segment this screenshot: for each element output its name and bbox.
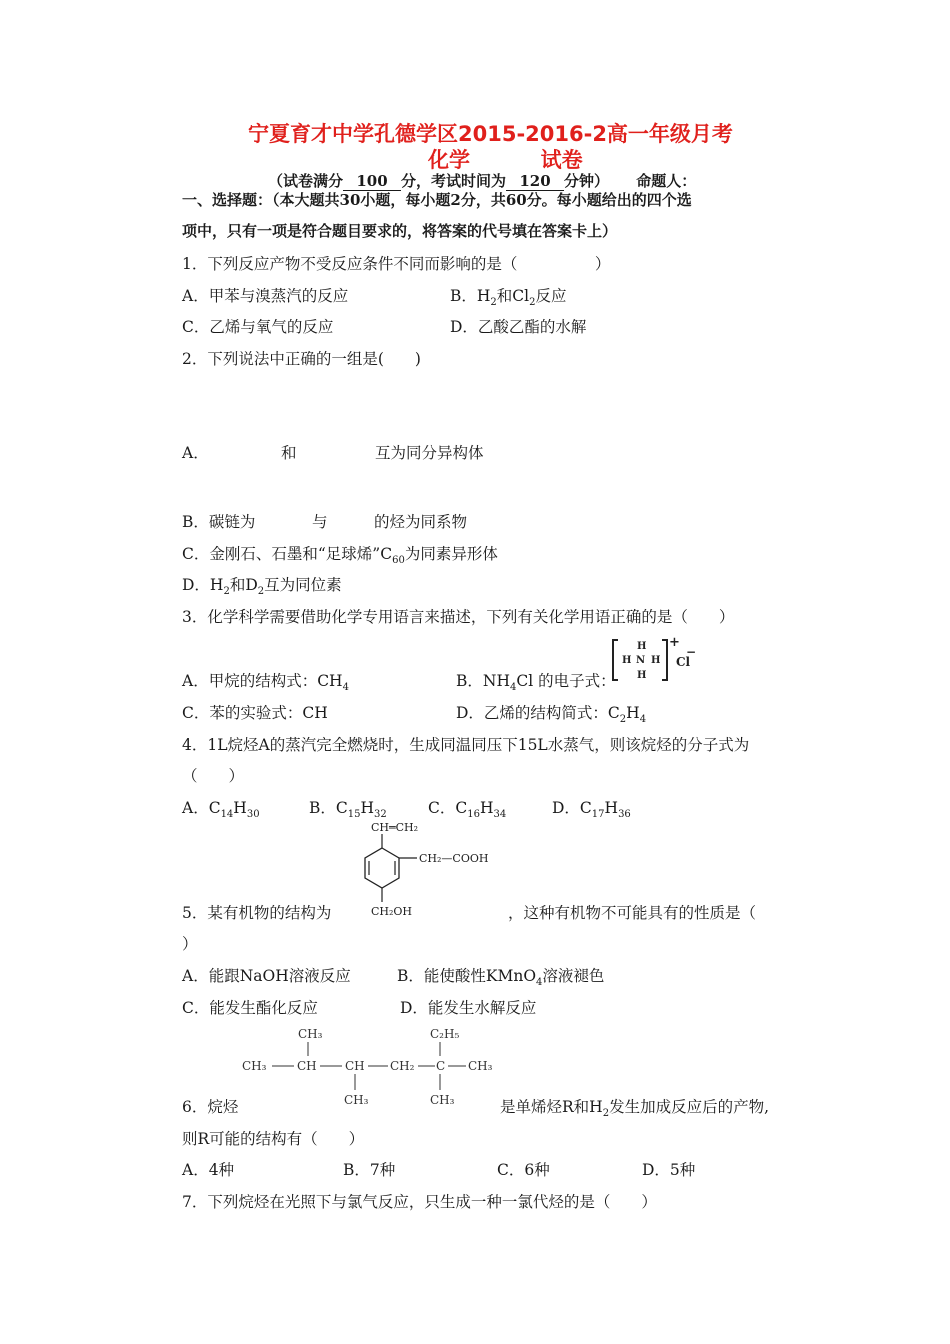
info-prefix: （试卷满分 — [268, 172, 344, 190]
q5-structure-diagram — [355, 818, 515, 922]
svg-text:H: H — [637, 641, 647, 652]
svg-text:Cl: Cl — [676, 655, 691, 669]
q1-stem: 1．下列反应产物不受反应条件不同而影响的是（ ） — [182, 255, 611, 273]
svg-text:+: + — [669, 635, 680, 650]
svg-text:CH═CH₂: CH═CH₂ — [371, 821, 419, 834]
svg-text:−: − — [686, 645, 697, 659]
svg-text:H: H — [637, 670, 647, 681]
q6-stem-line2: 则R可能的结构有（ ） — [182, 1130, 365, 1148]
svg-text:CH₂OH: CH₂OH — [371, 905, 413, 918]
q2-option-c: C．金刚石、石墨和“足球烯$”C_{60}$为同素异形体 — [182, 545, 498, 567]
q6-option-c: C．6种 — [497, 1161, 550, 1179]
svg-text:CH₃: CH₃ — [242, 1059, 267, 1073]
q3-stem: 3．化学科学需要借助化学专用语言来描述，下列有关化学用语正确的是（ ） — [182, 608, 735, 626]
q2-option-a-text: 互为同分异构体 — [375, 444, 484, 462]
q3-option-b: B．$NH_4Cl$ 的电子式： — [456, 672, 616, 694]
q4-stem: 4．1L烷烃A的蒸汽完全燃烧时，生成同温同压下15L水蒸气，则该烷烃的分子式为 — [182, 736, 750, 754]
q3-option-c: C．苯的实验式：CH — [182, 704, 328, 722]
q3-option-d: D．乙烯的结构简式：$C_2H_4$ — [456, 704, 647, 726]
q4-paren: （ ） — [182, 767, 245, 785]
q6-option-b: B．7种 — [343, 1161, 396, 1179]
q1-option-d: D．乙酸乙酯的水解 — [450, 318, 587, 336]
info-suffix: 分钟） — [564, 172, 610, 190]
paper-label: 试卷 — [540, 148, 583, 172]
q5-option-c: C．能发生酯化反应 — [182, 999, 318, 1017]
svg-text:C₂H₅: C₂H₅ — [430, 1027, 460, 1041]
svg-text:H: H — [622, 655, 632, 666]
subject-name: 化学 — [428, 148, 470, 172]
section-instructions-line1: 一、选择题：（本大题共30小题，每小题2分，共60分。每小题给出的四个选 — [182, 191, 692, 209]
svg-text:CH₃: CH₃ — [298, 1027, 323, 1041]
q5-option-b: B．能使酸性KMnO$_4$溶液褪色 — [397, 967, 605, 989]
svg-text:C: C — [436, 1059, 446, 1073]
q6-stem-start: 6．烷烃 — [182, 1098, 239, 1116]
q6-stem-end: 是单烯烃R和$H_2$发生加成反应后的产物, — [500, 1098, 770, 1120]
svg-text:CH₂: CH₂ — [390, 1059, 415, 1073]
q4-option-b: B．$C_{15}H_{32}$ — [309, 799, 387, 821]
q2-option-b-text: 的烃为同系物 — [374, 513, 468, 531]
q2-option-a-and: 和 — [281, 444, 297, 462]
q2-stem: 2．下列说法中正确的一组是( ) — [182, 350, 421, 368]
q1-option-b: B．$H_2$和$Cl_2$反应 — [450, 287, 567, 309]
info-mid: 分，考试时间为 — [401, 172, 507, 190]
svg-text:CH₃: CH₃ — [430, 1093, 455, 1107]
q2-option-b-label: B．碳链为 — [182, 513, 256, 531]
author-label: 命题人： — [636, 172, 697, 190]
time-value: 120 — [506, 172, 564, 191]
q4-option-d: D．$C_{17}H_{36}$ — [552, 799, 631, 821]
q2-option-a-label: A． — [182, 444, 209, 462]
q6-alkane-structure — [240, 1022, 510, 1114]
score-value: 100 — [343, 172, 401, 191]
q3-option-a: A．甲烷的结构式：$CH_4$ — [182, 672, 349, 694]
q4-option-c: C．$C_{16}H_{34}$ — [428, 799, 507, 821]
exam-title: 宁夏育才中学孔德学区2015-2016-2高一年级月考 — [248, 122, 733, 146]
svg-text:H: H — [651, 655, 661, 666]
svg-text:CH: CH — [345, 1059, 365, 1073]
svg-text:CH₂—COOH: CH₂—COOH — [419, 852, 489, 865]
q5-option-d: D．能发生水解反应 — [400, 999, 537, 1017]
svg-text:N: N — [636, 655, 646, 666]
q2-option-b-and: 与 — [312, 513, 328, 531]
q6-option-a: A．4种 — [182, 1161, 235, 1179]
svg-text:CH: CH — [297, 1059, 317, 1073]
exam-info — [268, 170, 696, 191]
q5-stem-close: ） — [182, 935, 198, 953]
q1-option-a: A．甲苯与溴蒸汽的反应 — [182, 287, 349, 305]
q4-option-a: A．$C_{14}H_{30}$ — [182, 799, 260, 821]
svg-text:CH₃: CH₃ — [344, 1093, 369, 1107]
ammonium-chloride-electron-formula — [610, 634, 697, 684]
q5-option-a: A．能跟NaOH溶液反应 — [182, 967, 351, 985]
q5-stem-end: ，这种有机物不可能具有的性质是（ — [508, 904, 757, 922]
q5-stem-start: 5．某有机物的结构为 — [182, 904, 332, 922]
svg-text:CH₃: CH₃ — [468, 1059, 493, 1073]
q7-stem: 7．下列烷烃在光照下与氯气反应，只生成一种一氯代烃的是（ ） — [182, 1193, 657, 1211]
q1-option-c: C．乙烯与氧气的反应 — [182, 318, 334, 336]
section-instructions-line2: 项中，只有一项是符合题目要求的，将答案的代号填在答案卡上） — [182, 222, 618, 240]
q2-option-d: D．$H_2$和$D_2$互为同位素 — [182, 576, 342, 598]
q6-option-d: D．5种 — [642, 1161, 696, 1179]
